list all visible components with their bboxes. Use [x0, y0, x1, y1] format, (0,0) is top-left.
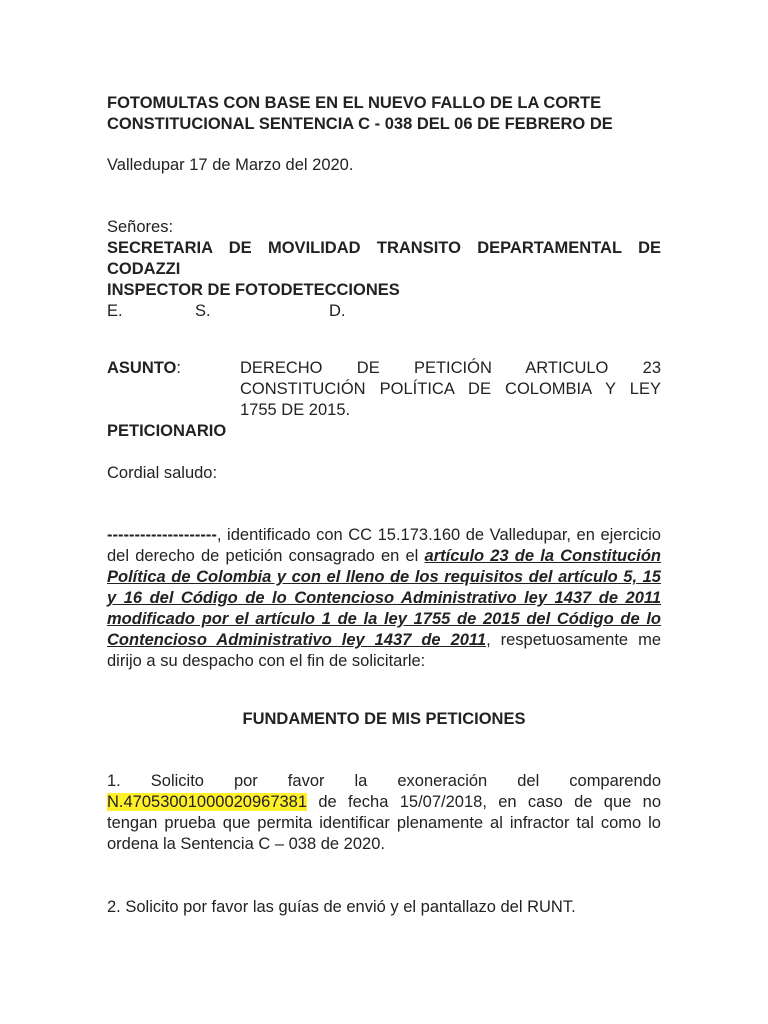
section-heading: FUNDAMENTO DE MIS PETICIONES — [242, 710, 526, 728]
legal-reference: artículo 23 de la Constitución Política de Colombia y con el lleno de los requisitos del artículo 5, 15 y 16 del Código de lo Contencioso Administrativo ley 1437 de 2011 modificado por el artículo 1 de la ley 1755 de 2015 del Código de lo Contencioso Administrativo ley 1437 de 2011 — [107, 547, 661, 649]
esd-e: E. — [107, 302, 123, 320]
recipient-organization-line-1: SECRETARIA DE MOVILIDAD TRANSITO DEPARTAMENTAL DE — [107, 239, 661, 257]
recipient-salutation: Señores: — [107, 218, 174, 236]
recipient-organization-line-2: CODAZZI — [107, 260, 181, 278]
petitioner-name-placeholder: -------------------- — [107, 526, 217, 544]
request-item-1: 1. Solicito por favor la exoneración del comparendo N.47053001000020967381 de fecha 15/07/2018, en caso de que no tengan prueba que permita identificar plenamente al infractor tal como lo ordena la Sentencia C – 038 de 2020. — [107, 772, 661, 853]
peticionario-label: PETICIONARIO — [107, 422, 227, 440]
body-part-1: , identificado con CC 15.173.160 de Valledupar, en ejercicio del derecho de petición consagrado en el — [107, 526, 661, 565]
asunto-line-2: CONSTITUCIÓN POLÍTICA DE COLOMBIA Y LEY — [240, 380, 661, 398]
body-paragraph — [107, 525, 661, 672]
title-line-1: FOTOMULTAS CON BASE EN EL NUEVO FALLO DE LA CORTE — [107, 94, 602, 112]
title-line-2: CONSTITUCIONAL SENTENCIA C - 038 DEL 06 DE FEBRERO DE — [107, 115, 613, 133]
esd-d: D. — [329, 302, 346, 320]
document-title — [107, 93, 661, 135]
asunto-text — [240, 358, 661, 421]
asunto-line-3: 1755 DE 2015. — [240, 401, 351, 419]
greeting: Cordial saludo: — [107, 464, 218, 482]
comparendo-number: N.47053001000020967381 — [107, 793, 308, 811]
place-date: Valledupar 17 de Marzo del 2020. — [107, 156, 354, 174]
request-item-2: 2. Solicito por favor las guías de envió y el pantallazo del RUNT. — [107, 898, 576, 916]
esd-s: S. — [195, 302, 211, 320]
recipient-role: INSPECTOR DE FOTODETECCIONES — [107, 281, 400, 299]
asunto-label: ASUNTO: — [107, 359, 181, 377]
asunto-line-1: DERECHO DE PETICIÓN ARTICULO 23 — [240, 359, 661, 377]
body-part-2: , respetuosamente me dirijo a su despacho con el fin de solicitarle: — [107, 631, 662, 670]
